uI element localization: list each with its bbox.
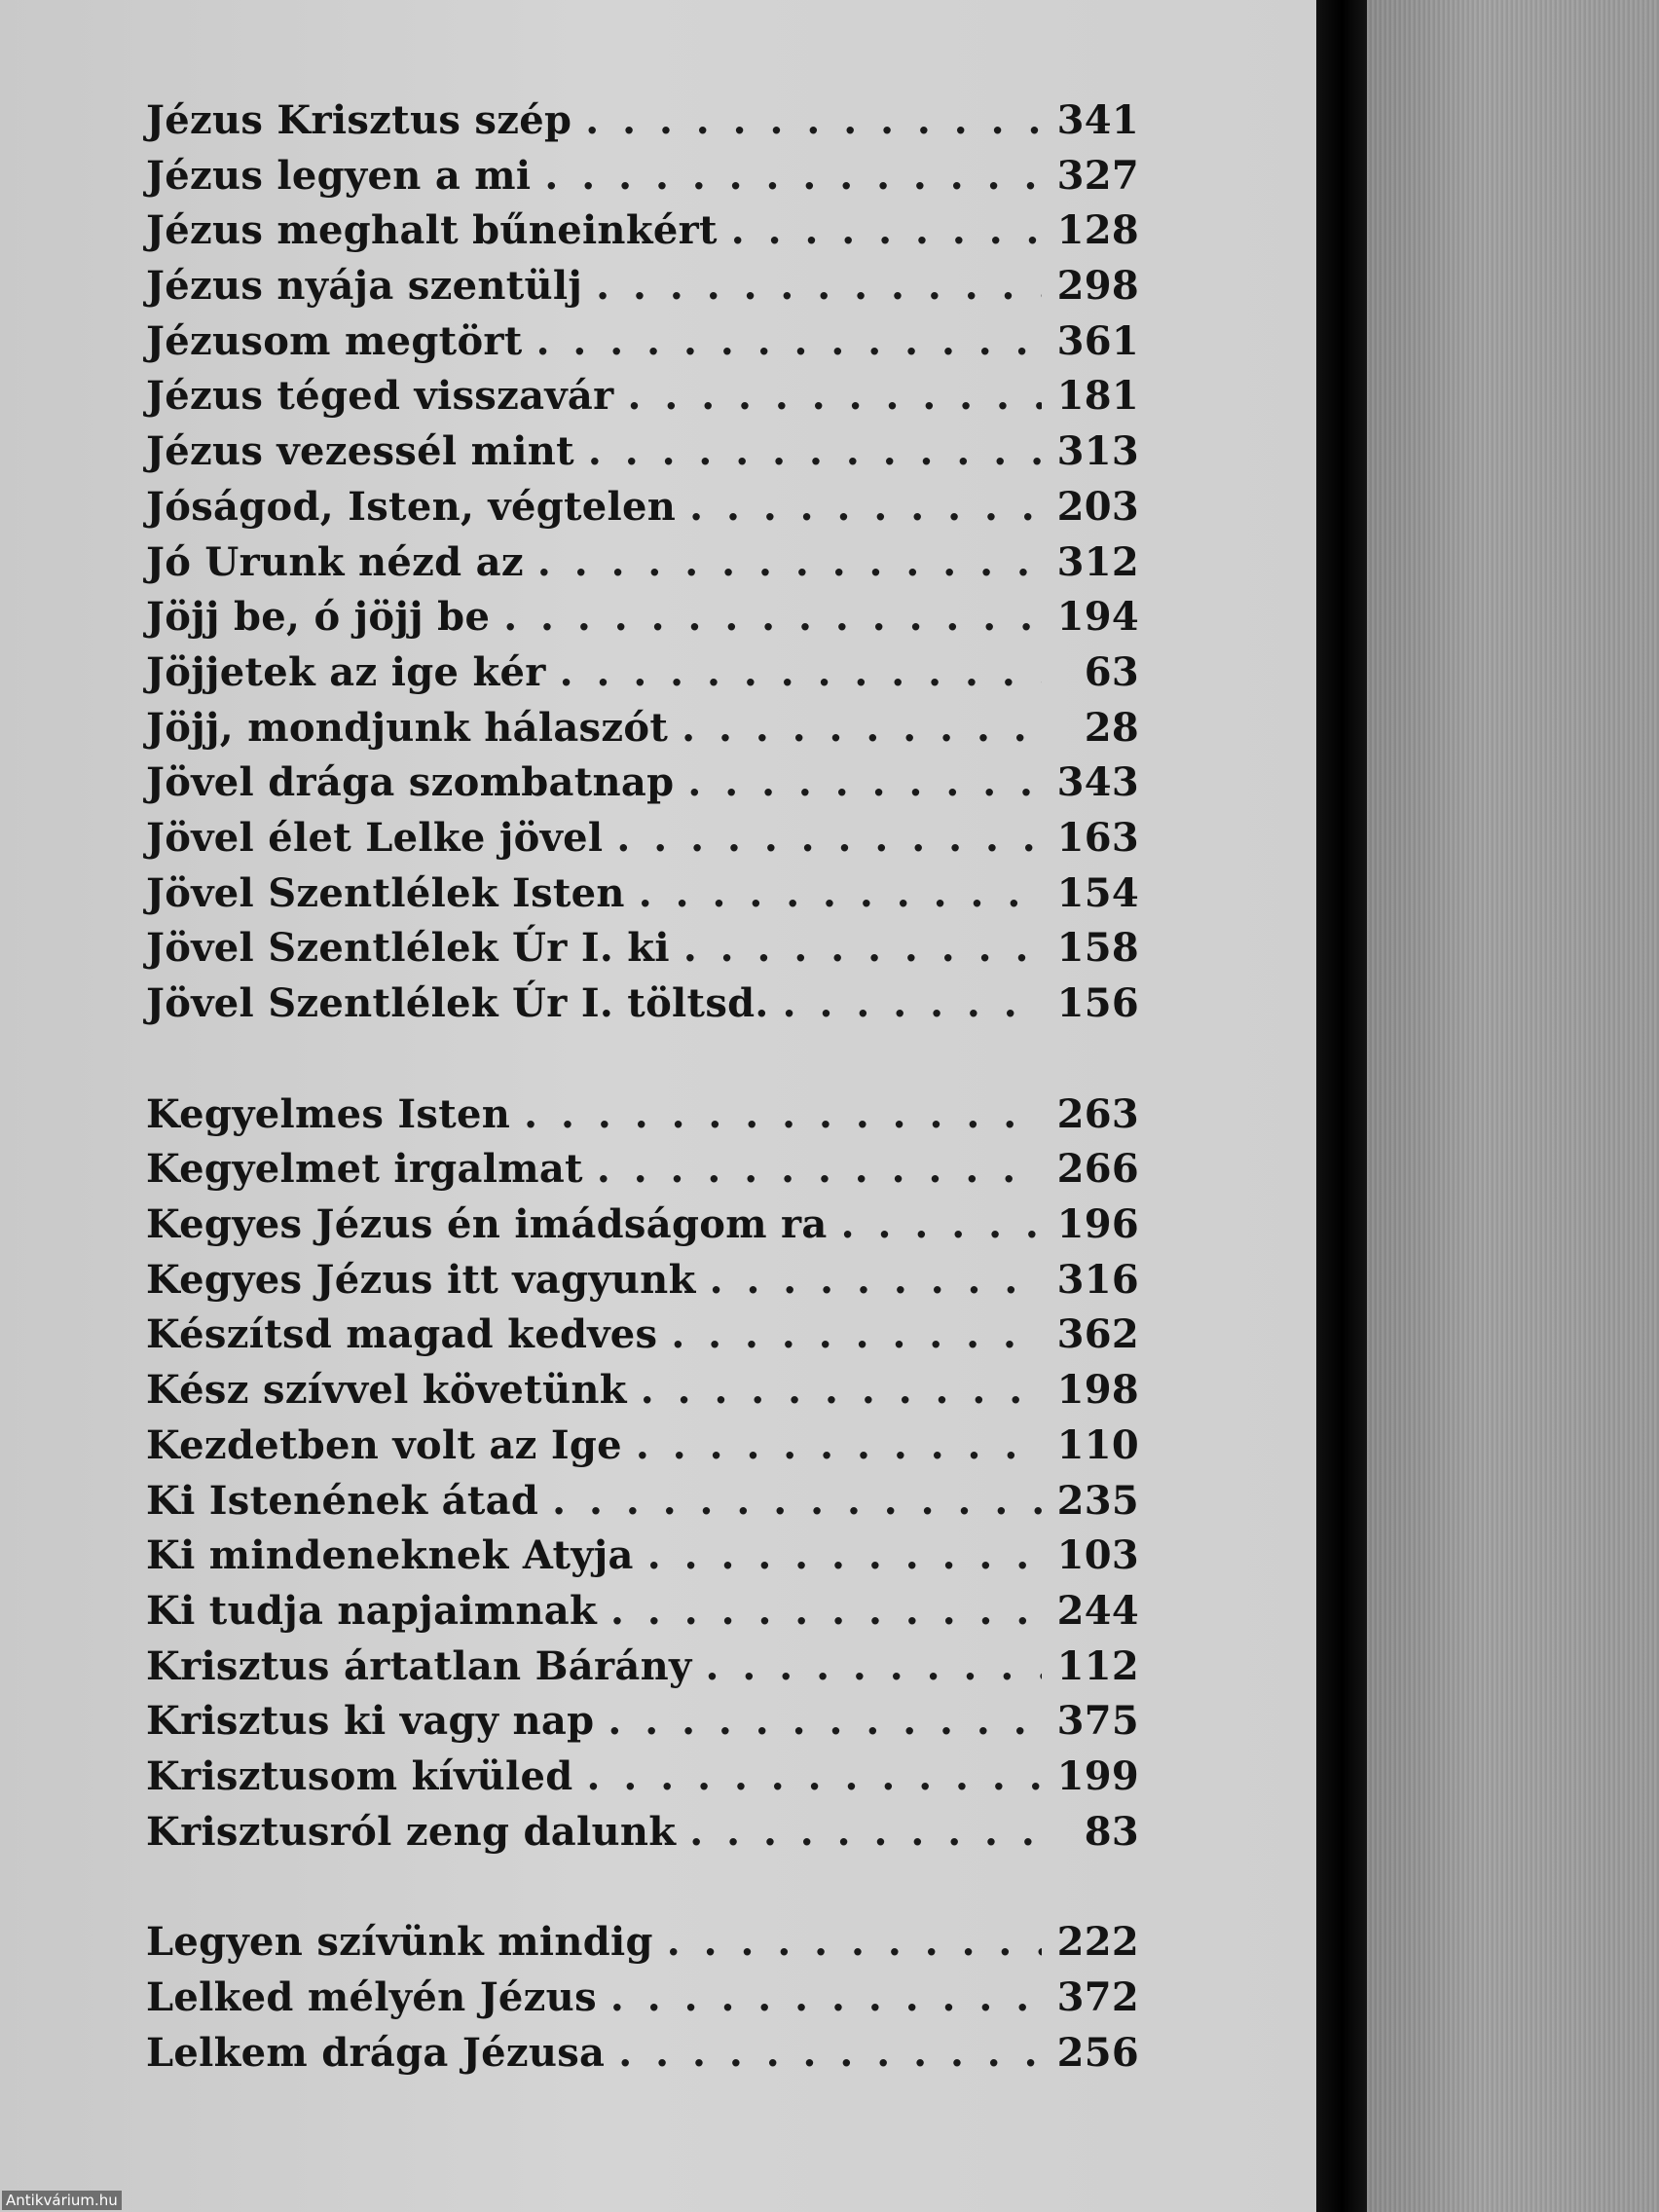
entry-title: Kegyelmet irgalmat (146, 1146, 583, 1193)
index-entry (146, 1919, 1139, 1974)
entry-title: Készítsd magad kedves (146, 1311, 658, 1358)
book-cover-board (1367, 0, 1659, 2212)
entry-title: Kész szívvel követünk (146, 1367, 627, 1414)
dot-leader (689, 1809, 1042, 1855)
entry-title: Jézus vezessél mint (146, 428, 574, 475)
index-entry (146, 815, 1139, 870)
dot-leader (610, 1974, 1042, 2020)
entry-page-number: 181 (1056, 373, 1139, 420)
dot-leader (647, 1532, 1042, 1578)
dot-leader (608, 1698, 1042, 1744)
entry-title: Jövel Szentlélek Isten (146, 869, 625, 916)
index-entry (146, 428, 1139, 484)
entry-title: Jöjjetek az ige kér (146, 648, 546, 695)
dot-leader (641, 1367, 1042, 1413)
entry-title: Legyen szívünk mindig (146, 1919, 653, 1966)
dot-leader (544, 153, 1042, 199)
entry-page-number: 163 (1056, 814, 1139, 861)
entry-page-number: 196 (1056, 1201, 1139, 1248)
index-entry (146, 705, 1139, 760)
entry-page-number: 194 (1056, 594, 1139, 641)
index-entry (146, 539, 1139, 595)
entry-title: Lelked mélyén Jézus (146, 1974, 597, 2020)
index-entry (146, 1422, 1139, 1478)
index-entry (146, 1698, 1139, 1753)
entry-page-number: 199 (1056, 1752, 1139, 1799)
index-entry (146, 153, 1139, 208)
entry-title: Jöjj, mondjunk hálaszót (146, 704, 669, 751)
entry-page-number: 63 (1084, 648, 1139, 695)
entry-page-number: 343 (1056, 759, 1139, 806)
entry-title: Krisztusról zeng dalunk (146, 1808, 677, 1855)
book-spine (1316, 0, 1367, 2212)
entry-page-number: 327 (1056, 152, 1139, 199)
entry-title: Jövel Szentlélek Úr I. ki (146, 925, 670, 972)
entry-page-number: 372 (1056, 1974, 1139, 2020)
entry-page-number: 203 (1056, 483, 1139, 530)
entry-title: Jézus legyen a mi (146, 152, 532, 199)
entry-page-number: 83 (1084, 1808, 1139, 1855)
dot-leader (536, 318, 1042, 364)
dot-leader (587, 1753, 1042, 1799)
entry-page-number: 112 (1056, 1642, 1139, 1689)
entry-title: Ki mindeneknek Atyja (146, 1532, 634, 1579)
index-entry (146, 2030, 1139, 2085)
dot-leader (683, 925, 1042, 971)
index-entry (146, 1146, 1139, 1201)
entry-page-number: 341 (1056, 97, 1139, 143)
dot-leader (639, 870, 1042, 916)
entry-page-number: 222 (1056, 1919, 1139, 1966)
entry-page-number: 235 (1056, 1477, 1139, 1524)
index-entry (146, 1311, 1139, 1367)
index-entry (146, 1091, 1139, 1147)
entry-title: Jézus nyája szentülj (146, 263, 583, 310)
entry-title: Jézus téged visszavár (146, 373, 614, 420)
index-entry (146, 207, 1139, 263)
dot-leader (667, 1919, 1042, 1965)
index-entry (146, 318, 1139, 374)
entry-page-number: 156 (1056, 980, 1139, 1026)
dot-leader (552, 1478, 1042, 1524)
dot-leader (588, 428, 1042, 474)
entry-title: Krisztus ártatlan Bárány (146, 1642, 692, 1689)
dot-leader (596, 263, 1042, 309)
dot-leader (597, 1146, 1042, 1192)
dot-leader (585, 97, 1042, 143)
entry-title: Jézusom megtört (146, 317, 523, 364)
entry-title: Jöjj be, ó jöjj be (146, 594, 491, 641)
entry-title: Kegyelmes Isten (146, 1090, 511, 1137)
index-entry (146, 1532, 1139, 1588)
entry-page-number: 244 (1056, 1587, 1139, 1634)
index-entry (146, 1588, 1139, 1643)
entry-title: Ki tudja napjaimnak (146, 1587, 598, 1634)
index-entry (146, 759, 1139, 815)
index-group (146, 1919, 1139, 2084)
index-entry (146, 1201, 1139, 1257)
entry-page-number: 375 (1056, 1698, 1139, 1745)
index-entry (146, 1974, 1139, 2030)
index-entry (146, 263, 1139, 318)
dot-leader (636, 1422, 1042, 1468)
index-entry (146, 1478, 1139, 1533)
entry-title: Jóságod, Isten, végtelen (146, 483, 677, 530)
entry-page-number: 316 (1056, 1256, 1139, 1303)
dot-leader (524, 1091, 1042, 1137)
index-entry (146, 870, 1139, 926)
entry-page-number: 263 (1056, 1090, 1139, 1137)
entry-page-number: 361 (1056, 317, 1139, 364)
index-entry (146, 97, 1139, 153)
entry-page-number: 266 (1056, 1146, 1139, 1193)
index-entry (146, 594, 1139, 649)
entry-page-number: 256 (1056, 2029, 1139, 2076)
entry-title: Jézus Krisztus szép (146, 97, 572, 143)
dot-leader (628, 373, 1043, 419)
entry-title: Jézus meghalt bűneinkért (146, 207, 718, 254)
dot-leader (731, 207, 1042, 253)
dot-leader (689, 484, 1042, 530)
entry-page-number: 313 (1056, 428, 1139, 475)
entry-page-number: 110 (1056, 1421, 1139, 1468)
index-entry (146, 484, 1139, 539)
index-entry (146, 1753, 1139, 1809)
dot-leader (841, 1201, 1042, 1247)
entry-page-number: 312 (1056, 538, 1139, 585)
entry-page-number: 103 (1056, 1532, 1139, 1579)
watermark-text: Antikvárium.hu (2, 2191, 122, 2210)
index-entry (146, 373, 1139, 428)
index-entry (146, 980, 1139, 1036)
index-entry (146, 1809, 1139, 1864)
index-entry (146, 649, 1139, 705)
entry-title: Jövel drága szombatnap (146, 759, 675, 806)
dot-leader (706, 1643, 1042, 1689)
entry-title: Krisztus ki vagy nap (146, 1698, 595, 1745)
dot-leader (560, 649, 1042, 695)
entry-title: Jó Urunk nézd az (146, 538, 524, 585)
index-entry (146, 1257, 1139, 1312)
entry-page-number: 128 (1056, 207, 1139, 254)
entry-title: Jövel Szentlélek Úr I. töltsd. (146, 980, 769, 1026)
entry-page-number: 198 (1056, 1367, 1139, 1414)
entry-page-number: 158 (1056, 925, 1139, 972)
entry-page-number: 298 (1056, 263, 1139, 310)
dot-leader (687, 759, 1042, 805)
dot-leader (783, 980, 1042, 1026)
entry-page-number: 28 (1084, 704, 1139, 751)
entry-title: Kegyes Jézus itt vagyunk (146, 1256, 696, 1303)
dot-leader (671, 1311, 1042, 1357)
dot-leader (537, 539, 1042, 585)
entry-title: Kegyes Jézus én imádságom ra (146, 1201, 828, 1248)
entry-page-number: 362 (1056, 1311, 1139, 1358)
dot-leader (503, 594, 1042, 640)
entry-title: Lelkem drága Jézusa (146, 2029, 606, 2076)
song-index (146, 97, 1139, 2084)
index-entry (146, 1643, 1139, 1699)
index-entry (146, 925, 1139, 980)
dot-leader (682, 705, 1042, 751)
dot-leader (710, 1257, 1042, 1303)
index-group (146, 97, 1139, 1036)
entry-title: Ki Istenének átad (146, 1477, 539, 1524)
dot-leader (610, 1588, 1042, 1634)
entry-title: Krisztusom kívüled (146, 1752, 573, 1799)
index-entry (146, 1367, 1139, 1422)
dot-leader (616, 815, 1042, 861)
index-group (146, 1091, 1139, 1864)
entry-page-number: 154 (1056, 869, 1139, 916)
entry-title: Jövel élet Lelke jövel (146, 814, 604, 861)
entry-title: Kezdetben volt az Ige (146, 1421, 622, 1468)
dot-leader (618, 2030, 1042, 2076)
